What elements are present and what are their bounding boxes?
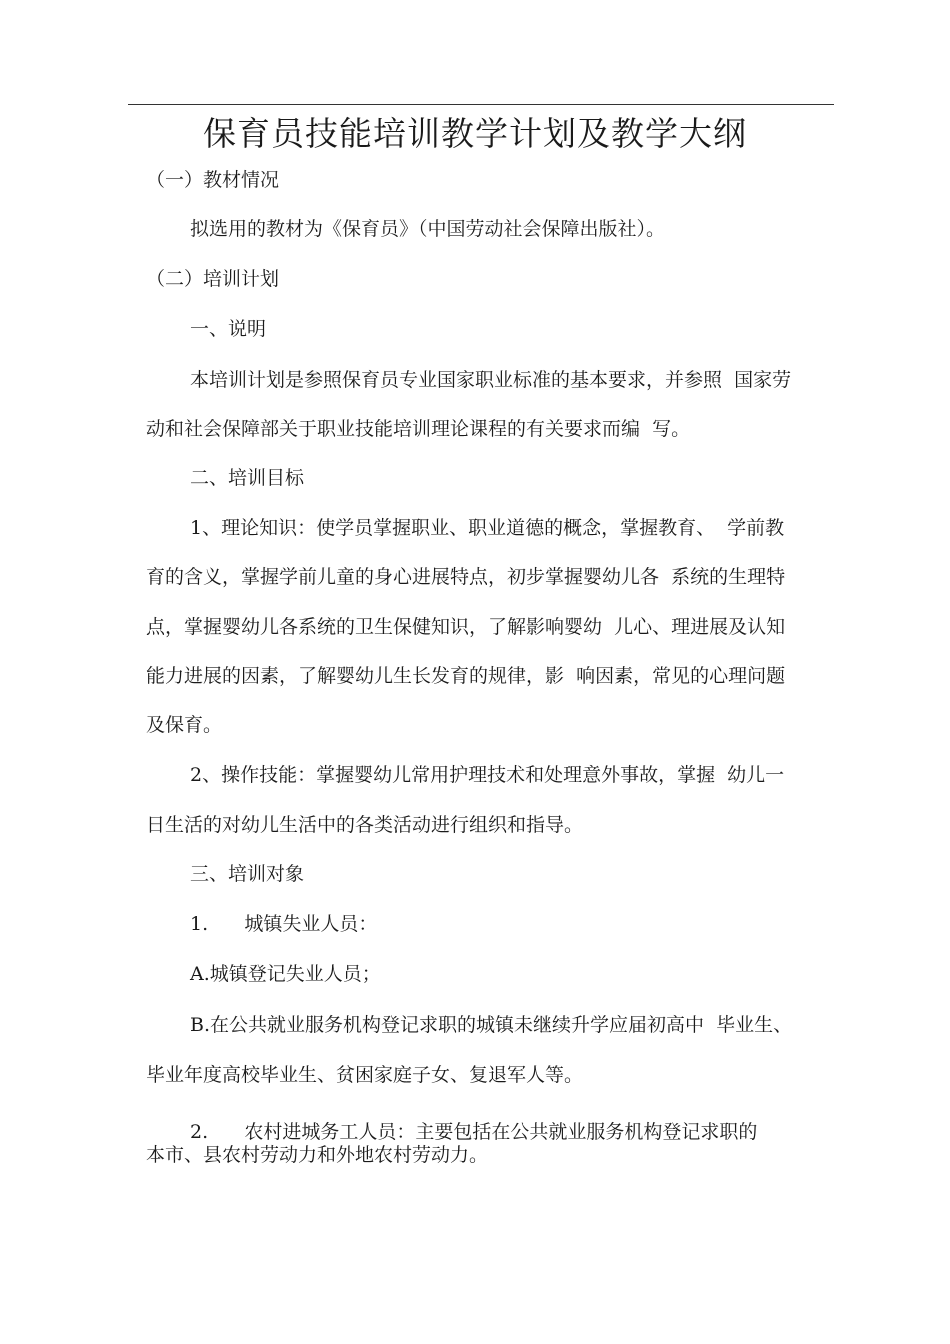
heading-explanation: 一、说明 [190,318,267,340]
paragraph-line: 日生活的对幼儿生活中的各类活动进行组织和指导。 [146,814,584,836]
heading-materials: （一）教材情况 [146,169,280,191]
paragraph-line: 及保育。 [146,714,223,736]
list-item: B.在公共就业服务机构登记求职的城镇未继续升学应届初高中 毕业生、 [190,1014,793,1036]
list-item: 1. 城镇失业人员： [190,913,378,935]
paragraph-line: 本培训计划是参照保育员专业国家职业标准的基本要求，并参照 国家劳 [190,369,792,391]
list-item: 2. 农村进城务工人员：主要包括在公共就业服务机构登记求职的 [190,1121,758,1143]
header-rule [128,104,834,105]
paragraph-line: 拟选用的教材为《保育员》（中国劳动社会保障出版社）。 [190,218,666,240]
heading-training-goals: 二、培训目标 [190,467,305,489]
paragraph-line: 1、理论知识：使学员掌握职业、职业道德的概念，掌握教育、 学前教 [190,517,785,539]
paragraph-line: 动和社会保障部关于职业技能培训理论课程的有关要求而编 写。 [146,418,691,440]
paragraph-line: 能力进展的因素，了解婴幼儿生长发育的规律，影 响因素，常见的心理问题 [146,665,786,687]
heading-training-targets: 三、培训对象 [190,863,305,885]
paragraph-line: 育的含义，掌握学前儿童的身心进展特点，初步掌握婴幼儿各 系统的生理特 [146,566,786,588]
paragraph-line: 点，掌握婴幼儿各系统的卫生保健知识，了解影响婴幼 儿心、理进展及认知 [146,616,786,638]
list-item: A.城镇登记失业人员； [190,963,381,985]
document-title: 保育员技能培训教学计划及教学大纲 [203,114,747,153]
paragraph-line: 2、操作技能：掌握婴幼儿常用护理技术和处理意外事故，掌握 幼儿一 [190,764,785,786]
heading-training-plan: （二）培训计划 [146,268,280,290]
paragraph-line: 毕业年度高校毕业生、贫困家庭子女、复退军人等。 [146,1064,584,1086]
paragraph-line: 本市、县农村劳动力和外地农村劳动力。 [146,1144,489,1166]
